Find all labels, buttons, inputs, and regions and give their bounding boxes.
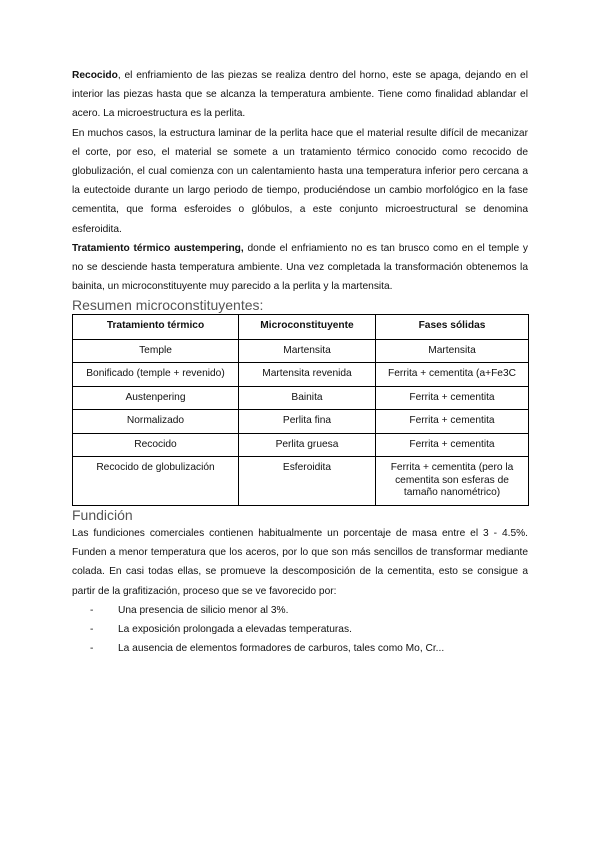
header-tratamiento: Tratamiento térmico	[73, 315, 239, 340]
header-microconstituyente: Microconstituyente	[239, 315, 376, 340]
bullet-dash: -	[90, 643, 94, 655]
table-cell: Recocido	[73, 433, 239, 457]
page-content	[72, 66, 528, 658]
table-row	[73, 410, 529, 434]
table-cell: Normalizado	[73, 410, 239, 434]
bullet-list	[72, 601, 528, 659]
term-austempering: Tratamiento térmico austempering,	[72, 242, 244, 254]
austempering-text: donde el enfriamiento no es tan brusco como en el temple y no se desciende hasta temperatura ambiente. Una vez completada la transformación obtenemos la bainita, un microconstituyente muy parecido a la perlita y la martensita.	[72, 242, 528, 293]
list-item-text: La ausencia de elementos formadores de carburos, tales como Mo, Cr...	[118, 643, 445, 655]
table-cell: Bainita	[239, 386, 376, 410]
table-cell: Bonificado (temple + revenido)	[73, 363, 239, 387]
bullet-dash: -	[90, 604, 94, 616]
paragraph-globulizacion: En muchos casos, la estructura laminar de la perlita hace que el material resulte difícil de mecanizar el corte, por eso, el material se somete a un tratamiento térmico conocido como recocido de globulización, el cual comienza con un calentamiento hasta una temperatura inferior pero cercana a la eutectoide durante un largo periodo de tiempo, produciéndose un cambio morfológico en la fase cementita, que forma esferoides o glóbulos, a este conjunto microestructural se denomina esferoidita.	[72, 127, 528, 235]
table-cell: Martensita	[239, 339, 376, 363]
table-cell: Recocido de globulización	[73, 457, 239, 506]
recocido-text: , el enfriamiento de las piezas se realiza dentro del horno, este se apaga, dejando en el interior las piezas hasta que se alcanza la temperatura ambiente. Tiene como finalidad ablandar el acero. La microestructura es la perlita.	[72, 70, 528, 120]
table-row	[73, 386, 529, 410]
paragraph-austempering	[72, 239, 528, 297]
table-cell: Martensita revenida	[239, 363, 376, 387]
bullet-dash: -	[90, 623, 94, 635]
header-fases: Fases sólidas	[376, 315, 529, 340]
table-header-row	[73, 315, 529, 340]
list-item-text: La exposición prolongada a elevadas temperaturas.	[118, 623, 352, 635]
list-item	[72, 601, 528, 620]
fundicion-heading: Fundición	[72, 506, 133, 523]
paragraph-recocido	[72, 66, 528, 124]
table-cell: Esferoidita	[239, 457, 376, 506]
table-cell: Ferrita + cementita (pero la cementita son esferas de tamaño nanométrico)	[376, 457, 529, 506]
list-item-text: Una presencia de silicio menor al 3%.	[118, 604, 289, 616]
list-item	[72, 620, 528, 639]
table-cell: Ferrita + cementita	[376, 433, 529, 457]
table-row	[73, 363, 529, 387]
table-cell: Perlita fina	[239, 410, 376, 434]
resumen-heading: Resumen microconstituyentes:	[72, 297, 264, 314]
paragraph-fundicion: Las fundiciones comerciales contienen habitualmente un porcentaje de masa entre el 3 - 4.5%. Funden a menor temperatura que los aceros, por lo que son más sencillos de transformar mediante colada. En casi todas ellas, se promueve la descomposición de la cementita, esto se consigue a partir de la grafitización, proceso que se ve favorecido por:	[72, 527, 528, 597]
table-cell: Ferrita + cementita (a+Fe3C	[376, 363, 529, 387]
table-cell: Temple	[73, 339, 239, 363]
table-row	[73, 339, 529, 363]
term-recocido: Recocido	[72, 70, 118, 81]
table-cell: Perlita gruesa	[239, 433, 376, 457]
table-row	[73, 457, 529, 506]
table-cell: Martensita	[376, 339, 529, 363]
table-cell: Austenpering	[73, 386, 239, 410]
table-cell: Ferrita + cementita	[376, 410, 529, 434]
list-item	[72, 639, 528, 658]
table-cell: Ferrita + cementita	[376, 386, 529, 410]
table-row	[73, 433, 529, 457]
summary-table	[72, 314, 529, 506]
